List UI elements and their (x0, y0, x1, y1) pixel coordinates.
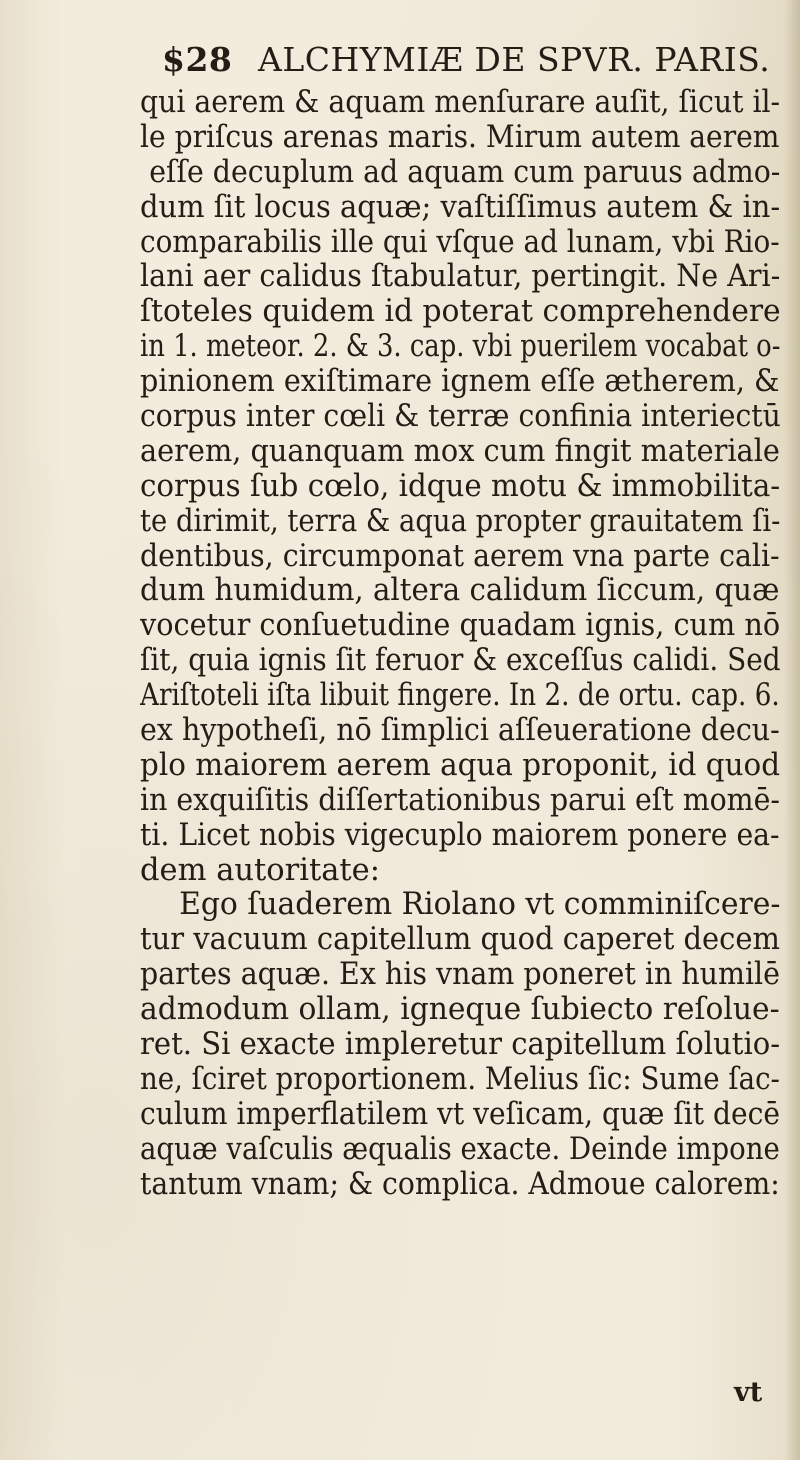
body-text (140, 86, 780, 1203)
text-line: te dirimit, terra & aqua propter grauitatem ſi- (140, 504, 781, 539)
text-line: corpus ſub cœlo, idque motu & immobilita- (140, 469, 781, 504)
text-line: corpus inter cœli & terræ confinia interiectū (140, 400, 781, 435)
text-line: lani aer calidus ſtabulatur, pertingit. Ne Ari- (140, 260, 781, 295)
text-line: dum humidum, altera calidum ſiccum, quæ (140, 574, 780, 609)
text-line: partes aquæ. Ex his vnam poneret in humilē (140, 958, 780, 993)
text-line: ne, ſciret proportionem. Melius ſic: Sume ſac- (140, 1062, 780, 1097)
text-line: aerem, quanquam mox cum fingit materiale (140, 434, 780, 469)
page-header (162, 40, 771, 84)
text-line: vocetur conſuetudine quadam ignis, cum nō (140, 609, 781, 644)
text-line: ſit, quia ignis ſit feruor & exceſſus calidi. Sed (140, 644, 781, 679)
text-line: tantum vnam; & complica. Admoue calorem: (140, 1167, 780, 1202)
text-line: aquæ vaſculis æqualis exacte. Deinde impone (140, 1132, 780, 1167)
text-line: ti. Licet nobis vigecuplo maiorem ponere ea- (140, 818, 780, 853)
page-number: $28 (162, 40, 233, 79)
text-line: in exquiſitis diſſertationibus parui eſt momē- (140, 783, 780, 818)
text-line: dum ſit locus aquæ; vaſtiſſimus autem & in- (140, 190, 781, 225)
text-line: Ego ſuaderem Riolano vt comminiſcere- (179, 888, 781, 923)
text-line: eſſe decuplum ad aquam cum paruus admo- (149, 155, 781, 190)
text-line: admodum ollam, igneque ſubiecto reſolue- (140, 993, 780, 1028)
text-line: le priſcus arenas maris. Mirum autem aerem (140, 120, 780, 155)
text-line: ſtoteles quidem id poterat comprehendere (140, 295, 781, 330)
text-line: tur vacuum capitellum quod caperet decem (140, 923, 780, 958)
text-line: comparabilis ille qui vſque ad lunam, vbi Rio- (140, 225, 780, 260)
catchword: vt (734, 1377, 763, 1408)
text-line: plo maiorem aerem aqua proponit, id quod (140, 748, 781, 783)
text-line: qui aerem & aquam menſurare auſit, ſicut il- (140, 86, 781, 120)
running-title: ALCHYMIÆ DE SPVR. PARIS. (258, 40, 771, 79)
page-edge-shadow (784, 0, 800, 1460)
text-line: ex hypotheſi, nō ſimplici aſſeueratione decu- (140, 714, 780, 749)
text-line: in 1. meteor. 2. & 3. cap. vbi puerilem vocabat o- (140, 330, 781, 365)
text-line: dem autoritate: (140, 853, 380, 888)
text-line: dentibus, circumponat aerem vna parte cali- (140, 539, 780, 574)
text-line: pinionem exiſtimare ignem eſſe ætherem, & (140, 365, 780, 400)
text-line: Ariſtoteli iſta libuit fingere. In 2. de ortu. cap. 6. (140, 679, 780, 714)
text-line: ret. Si exacte impleretur capitellum ſolutio- (140, 1028, 781, 1063)
text-line: culum imperflatilem vt veſicam, quæ ſit decē (140, 1097, 780, 1132)
